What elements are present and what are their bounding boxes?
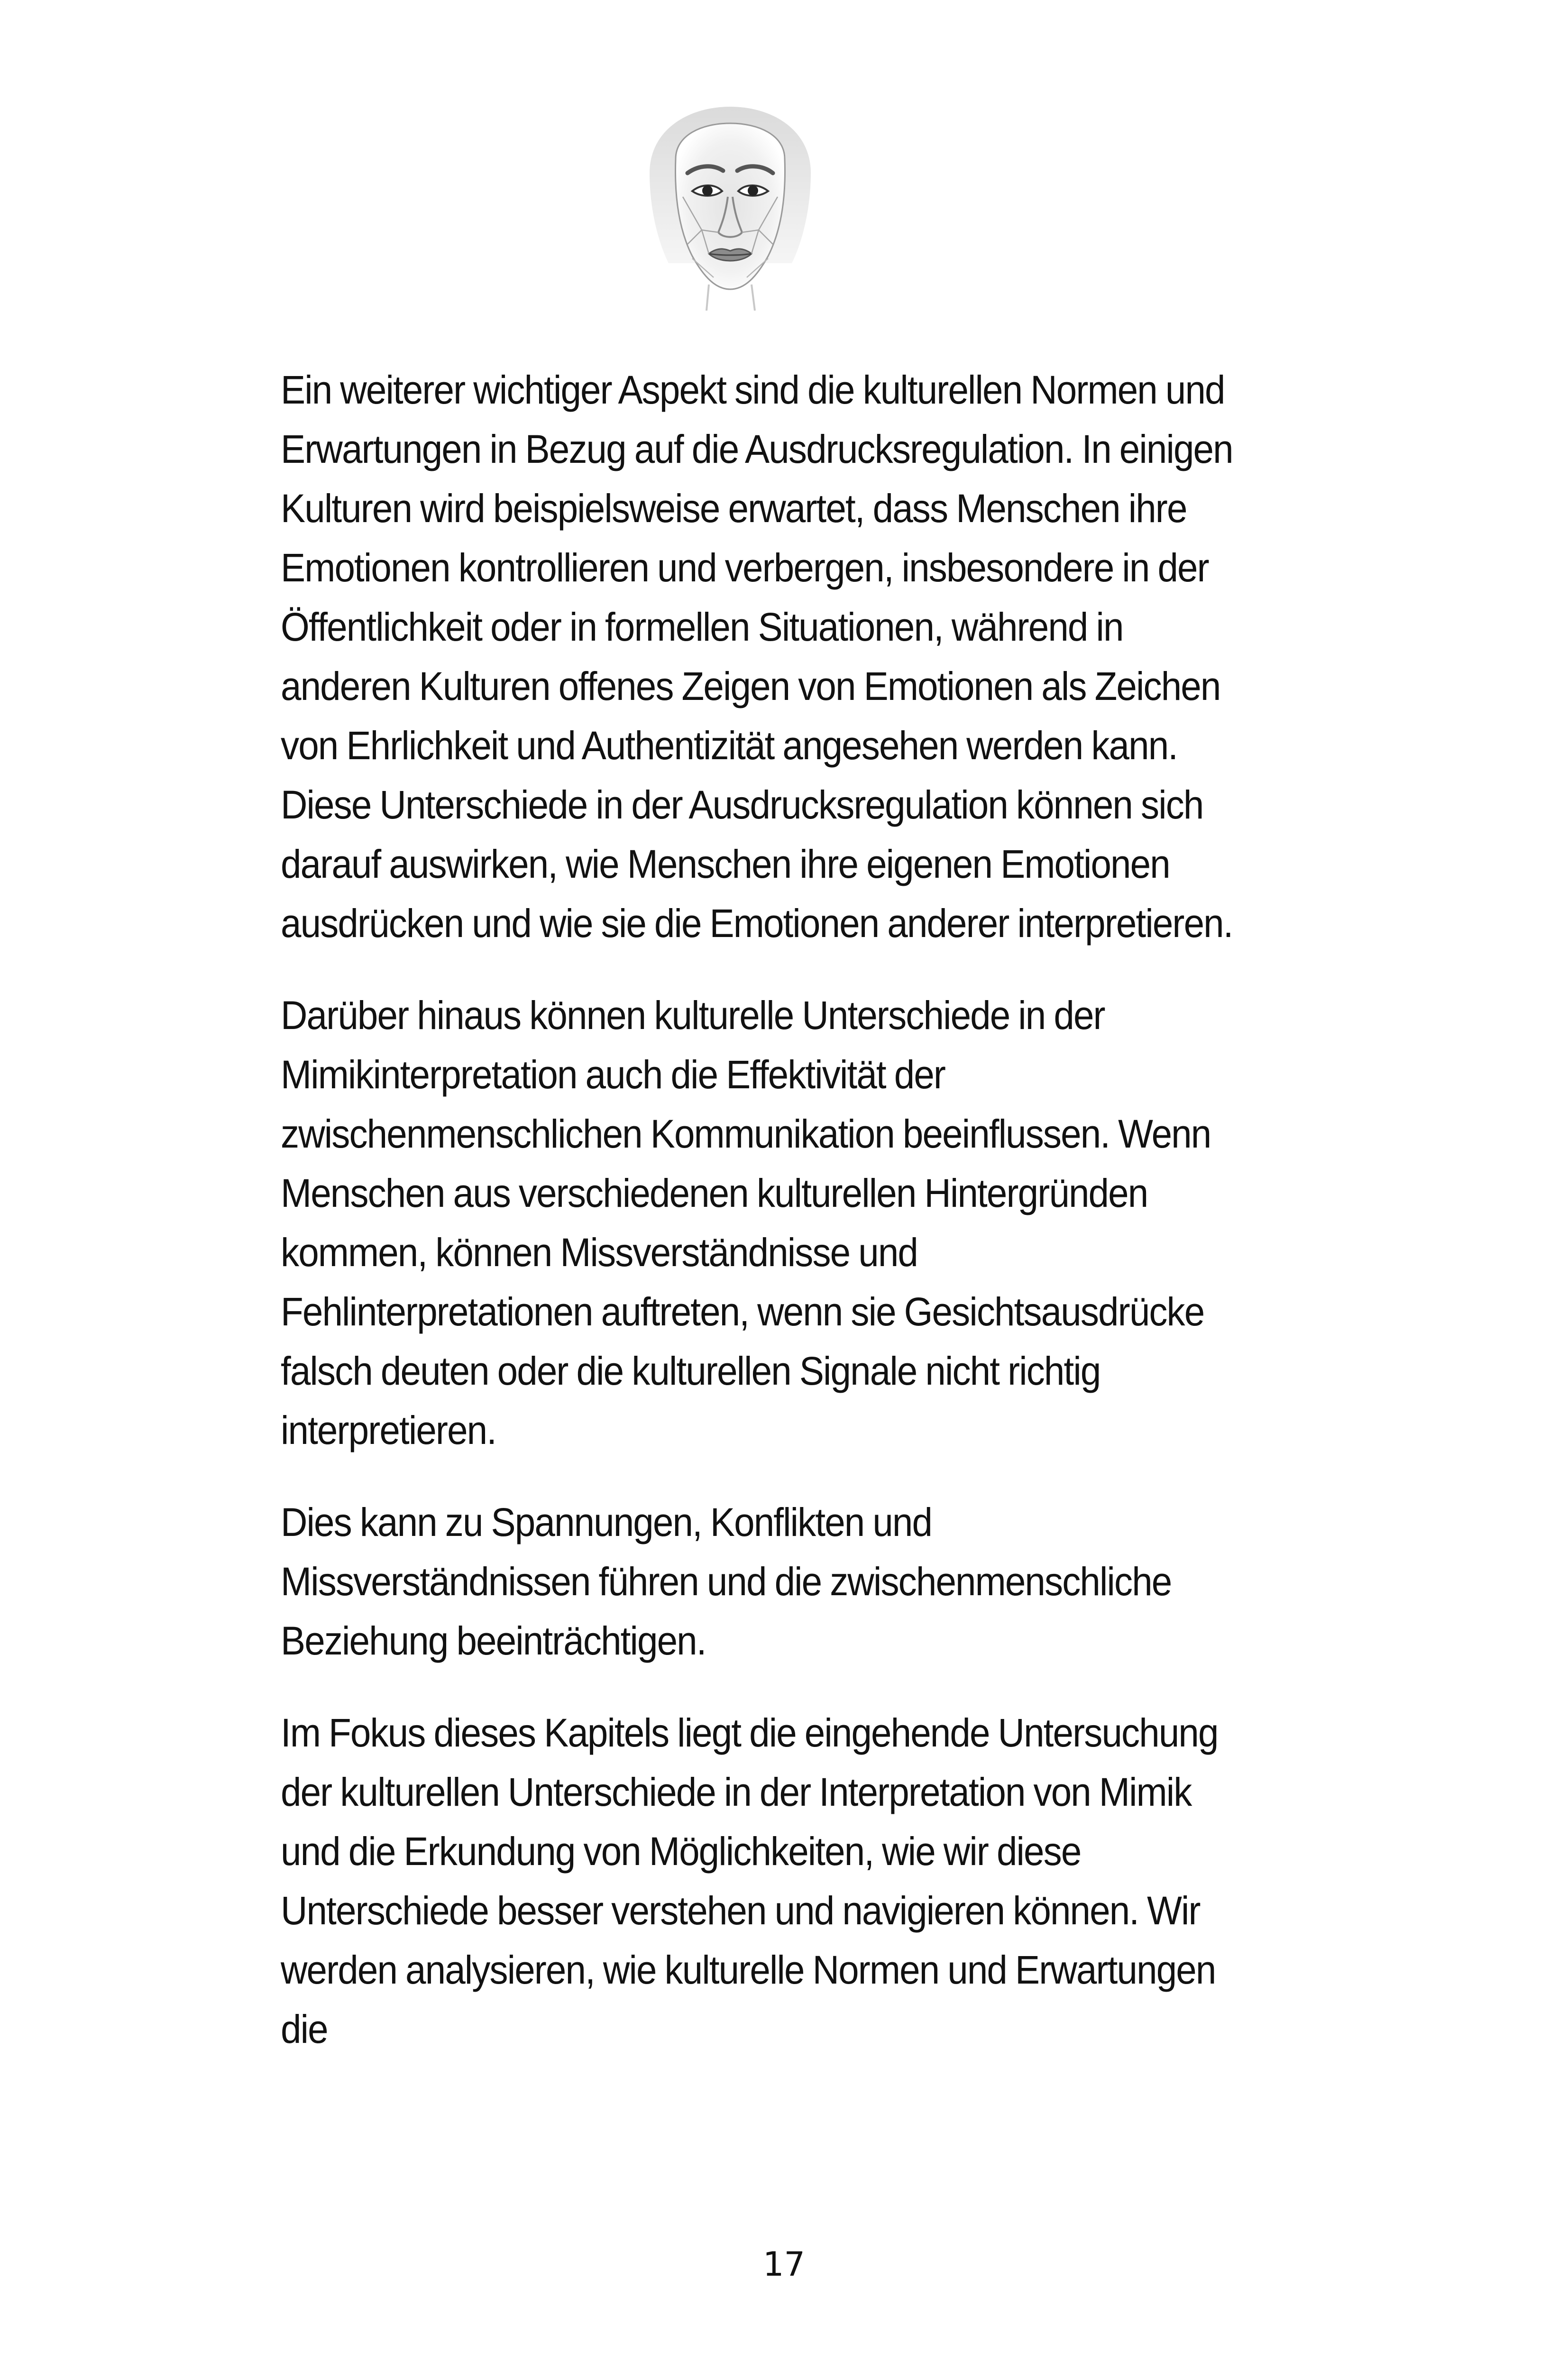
body-text xyxy=(281,360,1233,2092)
paragraph-1: Ein weiterer wichtiger Aspekt sind die kulturellen Normen und Erwartungen in Bezug auf die Ausdrucksregulation. In einigen Kulturen wird beispielsweise erwartet, dass Menschen ihre Emotionen kontrollieren und verbergen, insbesondere in der Öffentlichkeit oder in formellen Situationen, während in anderen Kulturen offenes Zeigen von Emotionen als Zeichen von Ehrlichkeit und Authentizität angesehen werden kann. Diese Unterschiede in der Ausdrucksregulation können sich darauf auswirken, wie Menschen ihre eigenen Emotionen ausdrücken und wie sie die Emotionen anderer interpretieren. xyxy=(281,368,1233,946)
paragraph-3: Dies kann zu Spannungen, Konflikten und Missverständnissen führen und die zwischenmenschliche Beziehung beeinträchtigen. xyxy=(281,1500,1172,1663)
page-number: 17 xyxy=(762,2245,806,2284)
paragraph-4: Im Fokus dieses Kapitels liegt die eingehende Untersuchung der kulturellen Unterschiede in der Interpretation von Mimik und die Erkundung von Möglichkeiten, wie wir diese Unterschiede besser verstehen und navigieren können. Wir werden analysieren, wie kulturelle Normen und Erwartungen die xyxy=(281,1710,1218,2051)
face-illustration-icon xyxy=(631,102,830,311)
paragraph-2: Darüber hinaus können kulturelle Unterschiede in der Mimikinterpretation auch die Effektivität der zwischenmenschlichen Kommunikation beeinflussen. Wenn Menschen aus verschiedenen kulturellen Hintergründen kommen, können Missverständnisse und Fehlinterpretationen auftreten, wenn sie Gesichtsausdrücke falsch deuten oder die kulturellen Signale nicht richtig interpretieren. xyxy=(281,993,1211,1452)
